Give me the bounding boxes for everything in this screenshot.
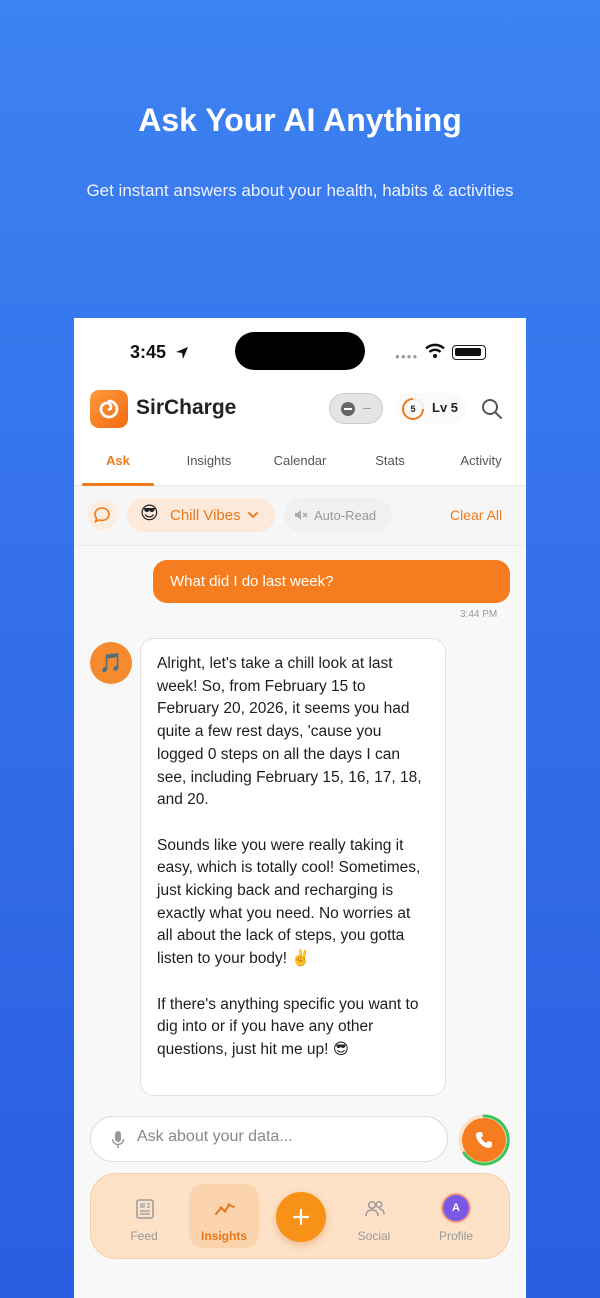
tab-activity[interactable]: Activity [460, 453, 502, 468]
nav-insights-label: Insights [200, 1229, 247, 1243]
ai-message-paragraph: Alright, let's take a chill look at last week! So, from February 15 to February 20, 2026, it seems you had quite a few rest days, 'cause you logged 0 steps on all the days I can see, including February 15, 16, 17, 18, and 20. [157, 655, 422, 809]
auto-read-toggle[interactable] [284, 498, 392, 532]
nav-social[interactable] [339, 1184, 409, 1248]
top-tabs [74, 436, 526, 486]
ai-message-bubble [140, 638, 446, 1096]
chat-toolbar [74, 486, 526, 546]
level-badge[interactable] [396, 393, 466, 424]
mode-toggle[interactable] [329, 393, 383, 424]
promo-title: Ask Your AI Anything [138, 102, 462, 138]
new-chat-button[interactable] [87, 500, 117, 530]
auto-read-label: Auto-Read [314, 508, 377, 523]
dynamic-island [235, 332, 365, 370]
signal-icon: ●●●● [395, 352, 419, 361]
wifi-icon [425, 343, 445, 359]
newspaper-icon [134, 1198, 156, 1220]
tab-stats[interactable]: Stats [375, 453, 405, 468]
chat-bubble-icon [93, 506, 111, 524]
app-header [74, 384, 526, 436]
speaker-mute-icon [294, 509, 308, 521]
nav-profile[interactable] [421, 1184, 491, 1248]
clear-all-button[interactable]: Clear All [450, 507, 503, 523]
vibe-label: Chill Vibes [170, 507, 241, 524]
tab-insights[interactable]: Insights [186, 453, 232, 468]
status-time: 3:45 [130, 342, 167, 362]
nav-feed[interactable] [109, 1184, 179, 1248]
call-button-face [462, 1118, 506, 1162]
tab-calendar[interactable]: Calendar [273, 453, 327, 468]
ai-message-paragraph: Sounds like you were really taking it easy, which is totally cool! Sometimes, just kicking back and recharging is exactly what you need. No worries at all about the lack of steps, you gotta listen to your body! ✌️ [157, 836, 421, 968]
ai-avatar-icon: 🎵 [90, 642, 132, 684]
nav-insights[interactable] [189, 1184, 259, 1248]
app-logo-icon [90, 390, 128, 428]
bottom-nav [90, 1173, 510, 1259]
ai-message-paragraph: If there's anything specific you want to dig into or if you have any other questions, just hit me up! 😎 [157, 995, 419, 1058]
vibe-emoji-icon: 😎 [140, 503, 159, 523]
microphone-icon[interactable] [111, 1130, 125, 1150]
chevron-down-icon [247, 509, 259, 521]
battery-icon [452, 345, 486, 360]
app-name: SirCharge [136, 396, 237, 419]
phone-screen [74, 318, 526, 1298]
status-bar [74, 318, 526, 384]
promo-subtitle: Get instant answers about your health, habits & activities [86, 181, 514, 200]
trend-chart-icon [214, 1198, 236, 1220]
level-ring-number: 5 [410, 404, 416, 414]
toggle-knob [341, 402, 355, 416]
chat-input-bar [90, 1116, 448, 1162]
voice-call-button[interactable] [458, 1114, 510, 1166]
tab-ask[interactable]: Ask [106, 453, 130, 468]
search-icon[interactable] [478, 395, 506, 423]
message-timestamp: 3:44 PM [460, 609, 498, 620]
people-icon [364, 1198, 386, 1220]
location-arrow-icon [174, 345, 190, 361]
ask-input[interactable] [137, 1128, 427, 1146]
plus-icon [291, 1207, 311, 1227]
add-button[interactable] [276, 1192, 326, 1242]
nav-profile-label: Profile [438, 1229, 473, 1243]
nav-social-label: Social [357, 1229, 391, 1243]
user-message-bubble: What did I do last week? [153, 560, 510, 603]
phone-icon [474, 1130, 494, 1150]
profile-avatar: A [443, 1195, 469, 1221]
nav-feed-label: Feed [130, 1229, 158, 1243]
vibe-selector[interactable] [127, 498, 275, 532]
level-label: Lv 5 [432, 400, 459, 415]
toggle-dash-icon: – [363, 399, 371, 415]
